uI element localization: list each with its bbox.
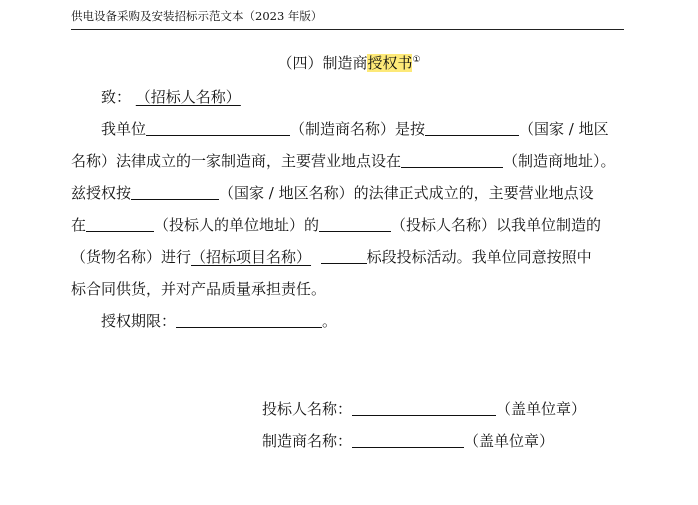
text-segment: （投标人名称）以我单位制造的 xyxy=(391,216,602,234)
body-line-2 xyxy=(71,151,616,171)
body-line-6: 标合同供货，并对产品质量承担责任。 xyxy=(71,280,327,298)
salutation xyxy=(101,87,241,107)
bidder-signature-line xyxy=(262,399,586,419)
text-segment: 我单位 xyxy=(101,120,147,138)
document-title xyxy=(0,53,698,73)
text-segment: 标段投标活动。我单位同意按照中 xyxy=(366,248,592,266)
text-segment: 授权期限： xyxy=(101,312,177,330)
body-line-1 xyxy=(101,119,609,139)
title-main: （四）制造商 xyxy=(277,54,368,72)
body-line-4 xyxy=(71,215,601,235)
text-segment: 。 xyxy=(322,312,338,330)
text-segment: （国家 / 地区 xyxy=(519,120,609,138)
manufacturer-seal-note: （盖单位章） xyxy=(464,432,555,450)
section-blank xyxy=(321,248,367,264)
authorization-period xyxy=(101,311,337,331)
text-segment: 在 xyxy=(71,216,87,234)
recipient-field: （招标人名称） xyxy=(135,88,241,106)
title-highlight: 授权书 xyxy=(367,54,413,72)
manufacturer-label: 制造商名称： xyxy=(262,432,353,450)
text-segment: 名称）法律成立的一家制造商，主要营业地点设在 xyxy=(71,152,402,170)
manufacturer-name-blank xyxy=(146,120,290,136)
bidder-address-blank xyxy=(86,216,154,232)
text-segment: 兹授权按 xyxy=(71,184,132,202)
salutation-prefix: 致： xyxy=(101,88,132,106)
body-line-5 xyxy=(71,247,592,267)
text-segment: （货物名称）进行 xyxy=(71,248,192,266)
manufacturer-signature-blank xyxy=(352,432,464,448)
footnote-mark: ① xyxy=(412,55,421,65)
text-segment: （国家 / 地区名称）的法律正式成立的，主要营业地点设 xyxy=(219,184,594,202)
bidder-signature-blank xyxy=(352,400,496,416)
manufacturer-signature-line xyxy=(262,431,554,451)
bidder-seal-note: （盖单位章） xyxy=(496,400,587,418)
manufacturer-address-blank xyxy=(401,152,503,168)
bidder-name-blank xyxy=(319,216,391,232)
page-header: 供电设备采购及安装招标示范文本（2023 年版） xyxy=(71,9,624,30)
text-segment: （投标人的单位地址）的 xyxy=(154,216,320,234)
period-blank xyxy=(176,312,322,328)
bidder-label: 投标人名称： xyxy=(262,400,353,418)
country-blank xyxy=(425,120,519,136)
text-segment: （制造商地址）。 xyxy=(503,152,616,170)
body-line-3 xyxy=(71,183,594,203)
text-segment: （制造商名称）是按 xyxy=(290,120,426,138)
project-name-field: （招标项目名称） xyxy=(191,248,312,266)
country-name-blank xyxy=(131,184,219,200)
